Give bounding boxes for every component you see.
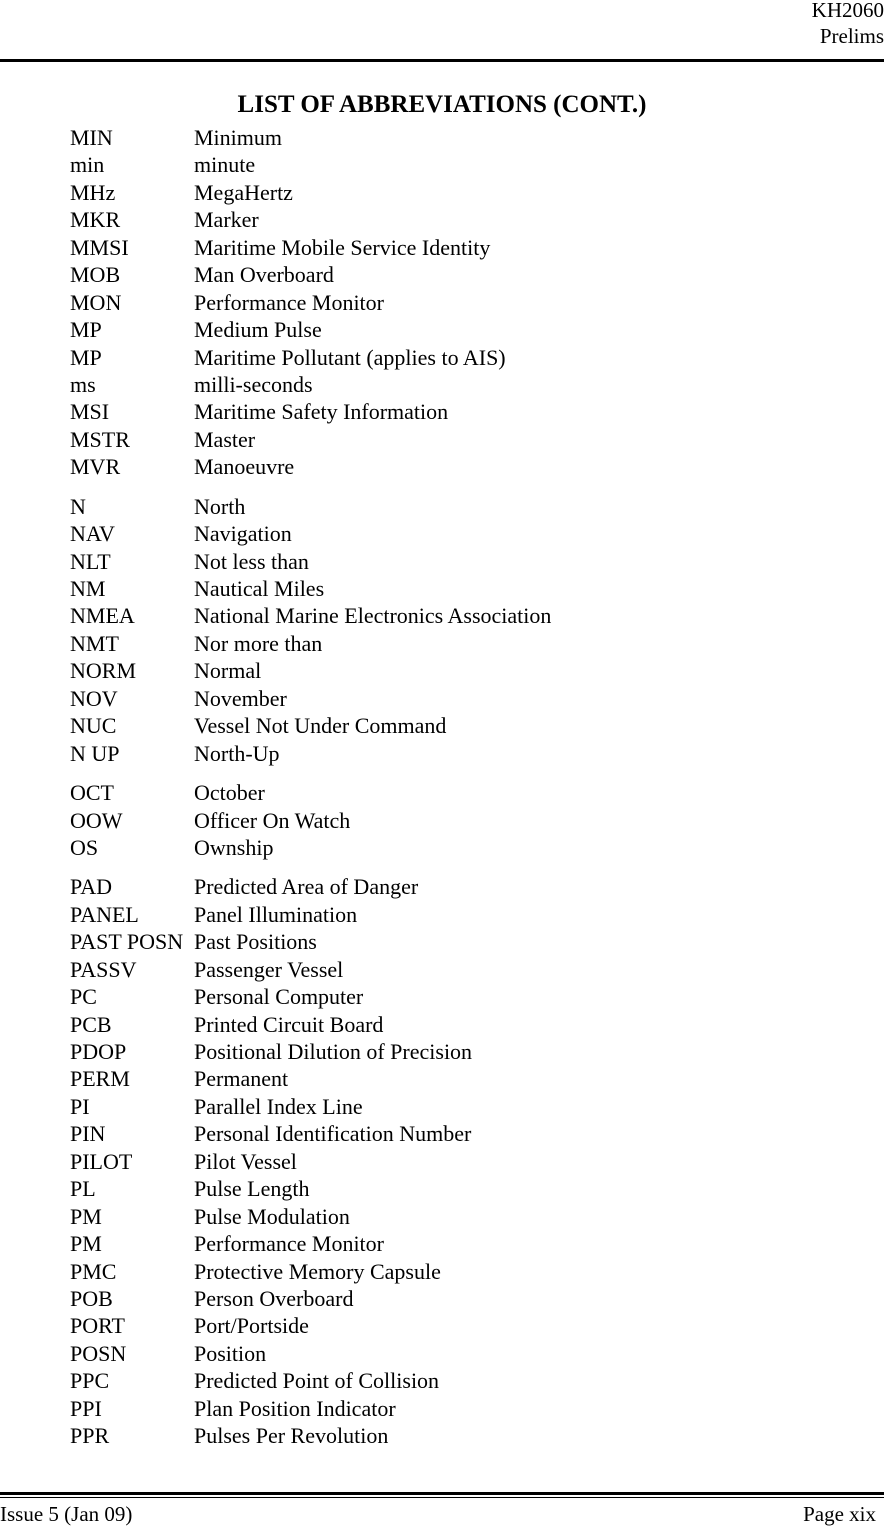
abbreviation-row [70,630,830,657]
abbreviation-definition: Pulse Length [194,1176,310,1202]
abbreviation-term: NMEA [70,603,135,629]
abbreviation-definition: Minimum [194,125,283,150]
abbreviation-definition: Permanent [194,1066,289,1092]
abbreviation-group [70,873,830,1449]
abbreviation-definition: National Marine Electronics Association [194,603,552,629]
abbreviation-term: MIN [70,125,113,150]
issue-label: Issue 5 (Jan 09) [0,1502,133,1526]
abbreviation-term: MP [70,317,102,343]
abbreviation-row [70,548,830,575]
abbreviation-definition: Position [194,1340,267,1366]
abbreviation-definition: MegaHertz [194,179,293,205]
abbreviation-row [70,1230,830,1257]
abbreviation-term: OCT [70,780,114,806]
abbreviation-term: PPR [70,1423,110,1449]
abbreviation-row [70,371,830,398]
abbreviation-definition: Nautical Miles [194,576,325,601]
abbreviation-definition: Marker [194,207,259,233]
abbreviation-row [70,873,830,900]
abbreviation-definition: Medium Pulse [194,317,322,343]
page-number: Page xix [803,1502,876,1526]
abbreviation-term: PILOT [70,1148,133,1174]
abbreviation-definition: milli-seconds [194,371,313,397]
abbreviation-row [70,493,830,520]
abbreviation-term: PC [70,984,97,1010]
abbreviation-definition: Predicted Point of Collision [194,1368,440,1394]
abbreviation-definition: Pulses Per Revolution [194,1423,389,1449]
abbreviation-row [70,261,830,288]
abbreviation-row [70,712,830,739]
abbreviation-definition: Port/Portside [194,1313,309,1339]
abbreviation-term: NOV [70,685,118,711]
abbreviation-definition: Manoeuvre [194,454,295,480]
abbreviation-term: NM [70,576,106,601]
abbreviation-definition: Not less than [194,548,309,574]
abbreviation-term: N UP [70,740,120,766]
abbreviation-definition: Person Overboard [194,1285,354,1311]
footer-rule-thin [0,1497,884,1498]
abbreviation-row [70,901,830,928]
abbreviation-row [70,1011,830,1038]
abbreviation-definition: Maritime Mobile Service Identity [194,234,491,260]
page-header [812,0,884,49]
abbreviation-term: PL [70,1176,96,1202]
abbreviation-row [70,426,830,453]
abbreviation-term: PMC [70,1258,117,1284]
abbreviation-definition: Normal [194,658,262,684]
abbreviation-definition: Vessel Not Under Command [194,713,447,739]
abbreviation-term: MVR [70,454,121,480]
abbreviation-definition: Past Positions [194,929,317,955]
abbreviation-term: NAV [70,521,115,547]
abbreviation-row [70,779,830,806]
abbreviation-term: MSI [70,399,110,425]
abbreviation-row [70,956,830,983]
abbreviation-term: NLT [70,548,111,574]
header-rule [0,59,884,62]
abbreviation-row [70,740,830,767]
abbreviation-term: NORM [70,658,137,684]
abbreviation-term: PM [70,1231,102,1257]
abbreviation-term: MKR [70,207,121,233]
abbreviation-row [70,151,830,178]
abbreviation-definition: Pilot Vessel [194,1148,297,1174]
abbreviation-definition: Navigation [194,521,292,547]
abbreviation-row [70,289,830,316]
abbreviation-term: MSTR [70,426,130,452]
abbreviation-term: MP [70,344,102,370]
abbreviation-row [70,1395,830,1422]
abbreviation-row [70,1093,830,1120]
abbreviation-row [70,206,830,233]
abbreviation-row [70,179,830,206]
abbreviation-term: PPC [70,1368,110,1394]
abbreviation-term: OS [70,834,99,860]
document-code: KH2060 [811,0,884,22]
abbreviation-term: PASSV [70,956,137,982]
abbreviation-term: PAST POSN [70,929,184,955]
abbreviation-term: PERM [70,1066,130,1092]
abbreviation-definition: minute [194,152,256,178]
abbreviation-term: min [70,152,105,178]
abbreviation-row [70,398,830,425]
abbreviation-definition: Maritime Pollutant (applies to AIS) [194,344,506,370]
abbreviation-group [70,493,830,767]
abbreviation-definition: Panel Illumination [194,901,358,927]
abbreviation-row [70,1120,830,1147]
abbreviation-definition: Performance Monitor [194,1231,384,1257]
abbreviation-term: PIN [70,1121,106,1147]
abbreviation-row [70,1148,830,1175]
abbreviation-definition: Parallel Index Line [194,1093,363,1119]
abbreviation-definition: Ownship [194,834,274,860]
abbreviation-definition: North [194,493,246,519]
abbreviation-row [70,1312,830,1339]
abbreviation-term: PM [70,1203,102,1229]
abbreviation-group [70,124,830,481]
abbreviation-term: N [70,493,86,519]
abbreviation-term: NMT [70,630,119,656]
abbreviation-term: MON [70,289,122,315]
abbreviation-definition: Officer On Watch [194,807,351,833]
abbreviation-row [70,807,830,834]
abbreviation-definition: Predicted Area of Danger [194,874,419,900]
abbreviation-definition: Personal Identification Number [194,1121,472,1147]
abbreviation-term: PCB [70,1011,112,1037]
abbreviation-term: PPI [70,1395,102,1421]
abbreviation-row [70,1422,830,1449]
abbreviation-row [70,1367,830,1394]
abbreviation-row [70,983,830,1010]
abbreviation-definition: November [194,685,287,711]
abbreviation-list [70,124,830,1450]
abbreviation-definition: Master [194,426,256,452]
abbreviation-definition: Man Overboard [194,262,334,288]
abbreviation-row [70,602,830,629]
abbreviation-term: POSN [70,1340,127,1366]
abbreviation-term: POB [70,1285,113,1311]
abbreviation-row [70,928,830,955]
abbreviation-row [70,1285,830,1312]
abbreviation-row [70,124,830,151]
abbreviation-row [70,234,830,261]
abbreviation-row [70,685,830,712]
footer-rule-thick [0,1492,884,1495]
abbreviation-row [70,1203,830,1230]
abbreviation-row [70,1175,830,1202]
abbreviation-term: PORT [70,1313,125,1339]
abbreviation-term: MHz [70,179,116,205]
abbreviation-term: NUC [70,713,117,739]
abbreviation-definition: Passenger Vessel [194,956,344,982]
abbreviation-row [70,520,830,547]
abbreviation-row [70,344,830,371]
abbreviation-term: PANEL [70,901,139,927]
abbreviation-group [70,779,830,861]
abbreviation-row [70,1258,830,1285]
abbreviation-definition: Plan Position Indicator [194,1395,396,1421]
abbreviation-definition: Personal Computer [194,984,364,1010]
abbreviation-row [70,657,830,684]
abbreviation-definition: Nor more than [194,630,323,656]
abbreviation-row [70,316,830,343]
abbreviation-row [70,1038,830,1065]
abbreviation-term: PAD [70,874,112,900]
abbreviation-term: OOW [70,807,123,833]
section-name: Prelims [819,24,884,48]
abbreviation-term: MMSI [70,234,129,260]
abbreviation-term: MOB [70,262,121,288]
abbreviation-row [70,453,830,480]
abbreviation-definition: Protective Memory Capsule [194,1258,441,1284]
abbreviation-row [70,1065,830,1092]
abbreviation-definition: North-Up [194,740,280,766]
abbreviation-term: ms [70,371,96,397]
abbreviation-row [70,1340,830,1367]
abbreviation-definition: Printed Circuit Board [194,1011,384,1037]
abbreviation-definition: October [194,780,265,806]
abbreviation-definition: Maritime Safety Information [194,399,449,425]
page-title: LIST OF ABBREVIATIONS (CONT.) [237,91,647,118]
abbreviation-definition: Positional Dilution of Precision [194,1039,473,1064]
abbreviation-definition: Pulse Modulation [194,1203,350,1229]
abbreviation-term: PDOP [70,1039,127,1064]
abbreviation-row [70,575,830,602]
abbreviation-definition: Performance Monitor [194,289,384,315]
abbreviation-term: PI [70,1093,90,1119]
abbreviation-row [70,834,830,861]
